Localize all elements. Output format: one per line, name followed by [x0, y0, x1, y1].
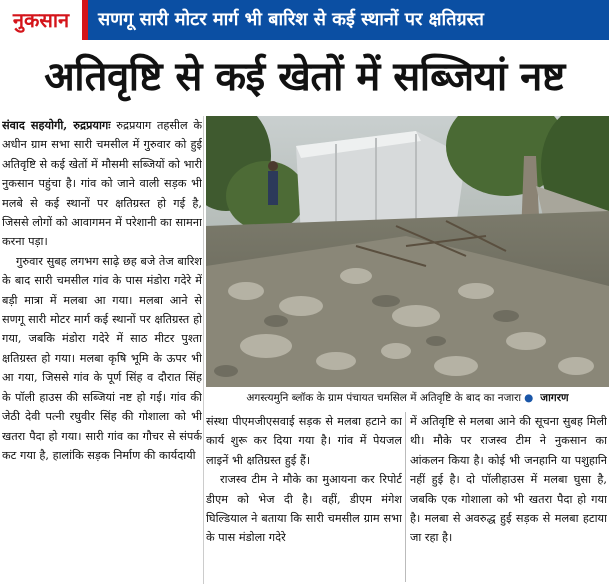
- kicker-tag: नुकसान: [0, 0, 88, 40]
- article-paragraph: राजस्व टीम ने मौके का मुआयना कर रिपोर्ट डीएम को भेज दी है। वहीं, डीएम मंगेश घिल्डियाल ने बताया कि सारी चमसील ग्राम सभा के पास मंडोला गदेरे: [206, 473, 402, 545]
- column-divider: [203, 116, 204, 584]
- column-divider: [405, 412, 406, 582]
- byline: संवाद सहयोगी, रुद्रप्रयागः: [2, 118, 111, 132]
- article-column-right: [410, 412, 607, 582]
- caption-text: अगस्त्यमुनि ब्लॉक के ग्राम पंचायत चमसिल में अतिवृष्टि के बाद का नजारा: [246, 392, 522, 404]
- article-paragraph: में अतिवृष्टि से मलबा आने की सूचना सुबह मिली थी। मौके पर राजस्व टीम ने नुकसान का आंकलन किया है। कोई भी जनहानि या पशुहानि नहीं हुई है। दो पॉलीहाउस में मलबा घुसा है, जबकि एक गोशाला को भी खतरा पैदा हो गया है। मलबा से अवरुद्ध हुई सड़क से मलबा हटाया जा रहा है।: [410, 415, 607, 545]
- photo-credit: जागरण: [540, 392, 569, 404]
- article-column-middle: [206, 412, 402, 582]
- article-paragraph: संस्था पीएमजीएसवाई सड़क से मलबा हटाने का कार्य शुरू कर दिया गया है। गांव में पेयजल लाइनें भी क्षतिग्रस्त हुई हैं।: [206, 415, 402, 467]
- paragraph-text: रुद्रप्रयाग तहसील के अधीन ग्राम सभा सारी चमसील में गुरुवार को हुई अतिवृष्टि से कई खेतों में मौसमी सब्जियों को भारी नुकसान पहुंचा है। गांव को जाने वाली सड़क भी मलबे से कई स्थानों पर क्षतिग्रस्त हो गई है, जिससे लोगों को आवागमन में परेशानी का सामना करना पड़ा।: [2, 119, 202, 249]
- flood-debris-photo: [206, 116, 609, 387]
- news-photo: [206, 116, 609, 387]
- article-column-left: [2, 116, 202, 584]
- article-paragraph: [2, 116, 202, 252]
- kicker-subheadline: सणगू सारी मोटर मार्ग भी बारिश से कई स्थानों पर क्षतिग्रस्त: [98, 9, 484, 30]
- bullet-icon: ●: [524, 392, 534, 404]
- article-paragraph: गुरुवार सुबह लगभग साढ़े छह बजे तेज बारिश के बाद सारी चमसील गांव के पास मंडोरा गदेरे में बड़ी मात्रा में मलबा आ गया। मलबा आने से सणगू सारी मोटर मार्ग कई स्थानों पर क्षतिग्रस्त हो गया, जबकि मंडोरा गदेरे में साठ मीटर पुश्ता क्षतिग्रस्त हो गया। मलबा कृषि भूमि के ऊपर भी आ गया, जिससे गांव के पूर्ण सिंह व दौरात सिंह के पॉली हाउस की सब्जियां नष्ट हो गई। गांव की जेठी देवी पत्नी रघुवीर सिंह की गोशाला को भी खतरा पैदा हो गया। सारी गांव का गौचर से संपर्क कट गया है, हालांकि सड़क निर्माण की कार्यदायी: [2, 254, 202, 462]
- photo-caption: [206, 387, 609, 409]
- headline: अतिवृष्टि से कई खेतों में सब्जियां नष्ट: [44, 54, 565, 100]
- kicker-bar: [0, 0, 609, 40]
